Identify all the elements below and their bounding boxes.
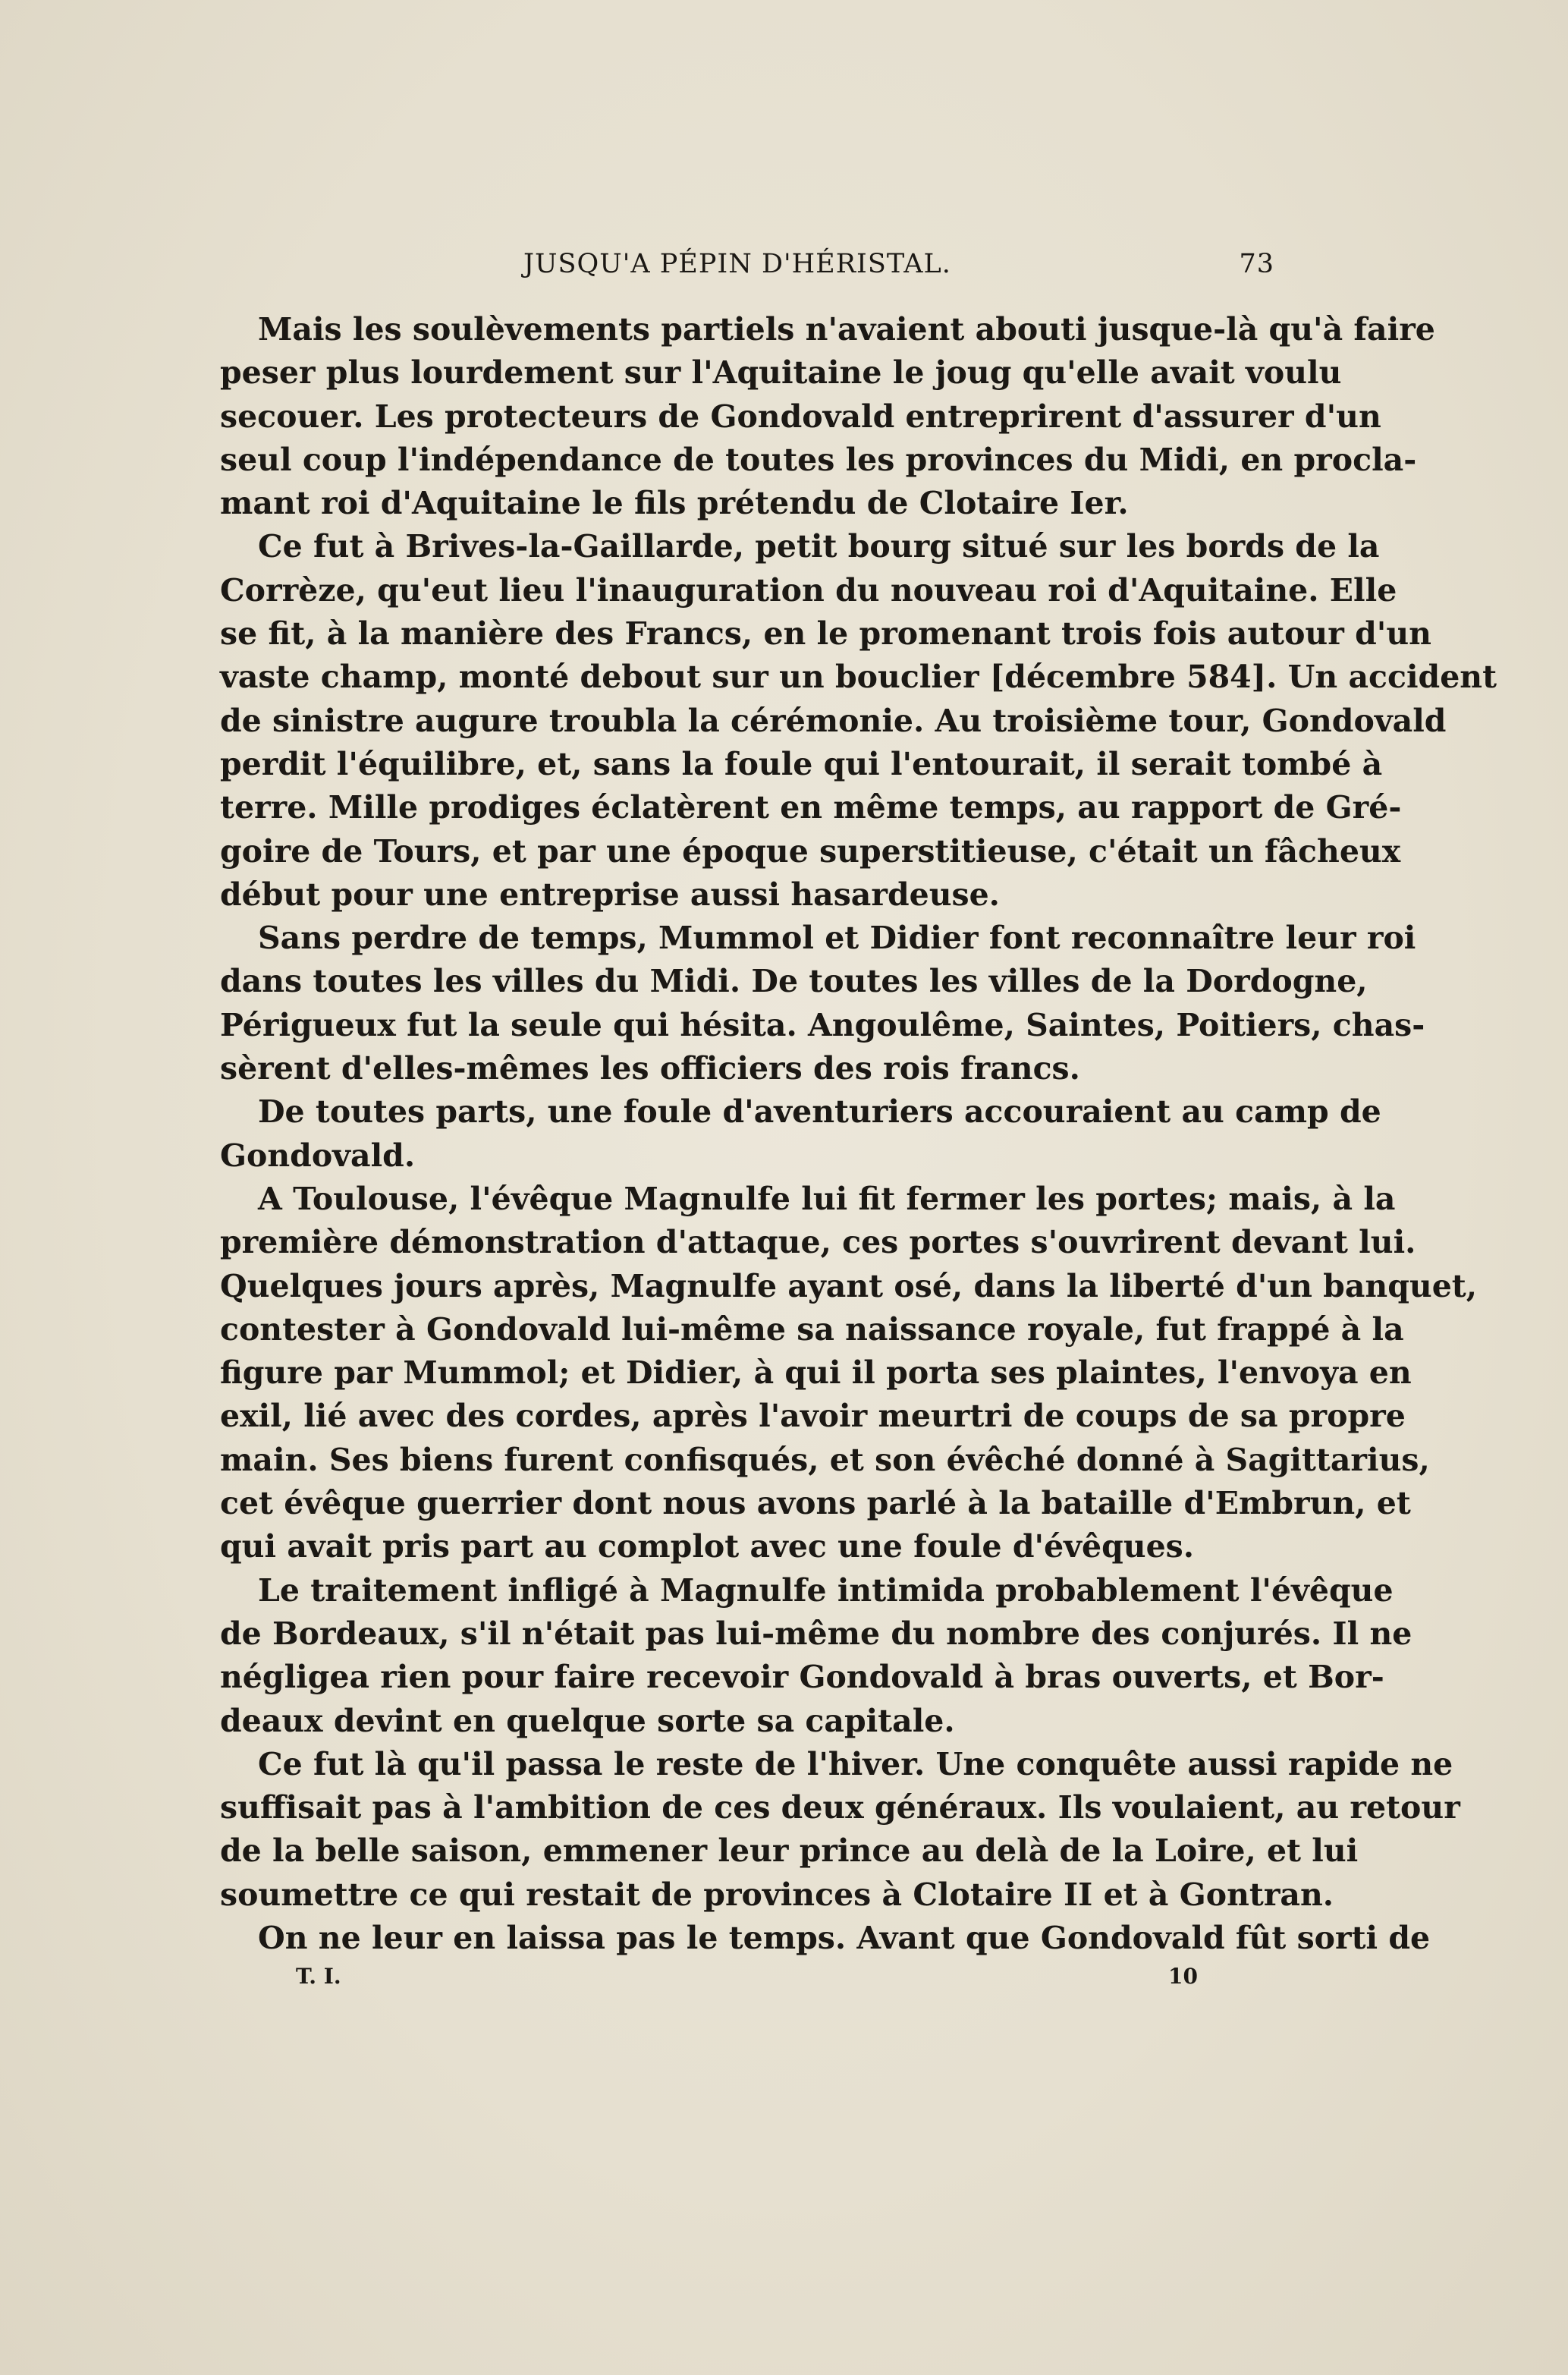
text-line: soumettre ce qui restait de provinces à Clotaire II et à Gontran. — [220, 1876, 1334, 1913]
text-line: seul coup l'indépendance de toutes les provinces du Midi, en procla- — [220, 441, 1417, 478]
text-line: goire de Tours, et par une époque superstitieuse, c'était un fâcheux — [220, 832, 1401, 870]
text-line: Quelques jours après, Magnulfe ayant osé, dans la liberté d'un banquet, — [220, 1267, 1477, 1304]
text-line: main. Ses biens furent confisqués, et son évêché donné à Sagittarius, — [220, 1441, 1430, 1478]
signature-mark: T. I. — [296, 1964, 341, 1989]
text-line: négligea rien pour faire recevoir Gondovald à bras ouverts, et Bor- — [220, 1659, 1384, 1696]
text-line: Gondovald. — [220, 1137, 416, 1174]
text-line: Ce fut là qu'il passa le reste de l'hiver. Une conquête aussi rapide ne — [258, 1745, 1453, 1782]
body-text — [220, 308, 1497, 1960]
running-head — [220, 241, 1282, 287]
text-line: sèrent d'elles-mêmes les officiers des rois francs. — [220, 1050, 1080, 1087]
text-line: figure par Mummol; et Didier, à qui il porta ses plaintes, l'envoya en — [220, 1354, 1412, 1392]
text-line: de sinistre augure troubla la cérémonie. Au troisième tour, Gondovald — [220, 702, 1447, 739]
text-line: perdit l'équilibre, et, sans la foule qui l'entourait, il serait tombé à — [220, 745, 1383, 782]
text-line: peser plus lourdement sur l'Aquitaine le joug qu'elle avait voulu — [220, 354, 1342, 392]
text-line: Corrèze, qu'eut lieu l'inauguration du nouveau roi d'Aquitaine. Elle — [220, 571, 1397, 609]
text-line: secouer. Les protecteurs de Gondovald entreprirent d'assurer d'un — [220, 398, 1381, 435]
text-line: Périgueux fut la seule qui hésita. Angoulême, Saintes, Poitiers, chas- — [220, 1006, 1425, 1043]
text-line: A Toulouse, l'évêque Magnulfe lui fit fermer les portes; mais, à la — [258, 1180, 1396, 1217]
text-line: mant roi d'Aquitaine le fils prétendu de Clotaire Ier. — [220, 485, 1129, 522]
text-line: de Bordeaux, s'il n'était pas lui-même du nombre des conjurés. Il ne — [220, 1615, 1412, 1652]
text-line: terre. Mille prodiges éclatèrent en même temps, au rapport de Gré- — [220, 789, 1402, 826]
text-line: Sans perdre de temps, Mummol et Didier font reconnaître leur roi — [258, 920, 1416, 957]
text-line: Ce fut à Brives-la-Gaillarde, petit bourg situé sur les bords de la — [258, 528, 1380, 565]
running-title: JUSQU'A PÉPIN D'HÉRISTAL. — [523, 249, 951, 279]
text-line: qui avait pris part au complot avec une foule d'évêques. — [220, 1528, 1195, 1565]
text-line: On ne leur en laissa pas le temps. Avant que Gondovald fût sorti de — [258, 1919, 1431, 1956]
text-line: cet évêque guerrier dont nous avons parlé à la bataille d'Embrun, et — [220, 1485, 1411, 1522]
text-line: se fit, à la manière des Francs, en le promenant trois fois autour d'un — [220, 615, 1431, 653]
text-line: début pour une entreprise aussi hasardeuse. — [220, 876, 1000, 913]
text-line: deaux devint en quelque sorte sa capitale. — [220, 1702, 955, 1739]
text-line: Mais les soulèvements partiels n'avaient abouti jusque-là qu'à faire — [258, 311, 1435, 348]
signature-number: 10 — [1168, 1964, 1198, 1989]
text-line: suffisait pas à l'ambition de ces deux généraux. Ils voulaient, au retour — [220, 1789, 1460, 1826]
page-number: 73 — [1239, 249, 1274, 279]
text-line: exil, lié avec des cordes, après l'avoir meurtri de coups de sa propre — [220, 1398, 1406, 1435]
text-line: contester à Gondovald lui-même sa naissance royale, fut frappé à la — [220, 1310, 1404, 1348]
text-line: de la belle saison, emmener leur prince au delà de la Loire, et lui — [220, 1832, 1359, 1870]
text-line: vaste champ, monté debout sur un bouclier [décembre 584]. Un accident — [220, 659, 1497, 696]
text-line: dans toutes les villes du Midi. De toutes les villes de la Dordogne, — [220, 963, 1368, 1000]
text-line: De toutes parts, une foule d'aventuriers accouraient au camp de — [258, 1093, 1381, 1131]
text-line: première démonstration d'attaque, ces portes s'ouvrirent devant lui. — [220, 1224, 1416, 1261]
page-footer — [296, 1964, 1206, 2002]
text-line: Le traitement infligé à Magnulfe intimida probablement l'évêque — [258, 1571, 1394, 1609]
